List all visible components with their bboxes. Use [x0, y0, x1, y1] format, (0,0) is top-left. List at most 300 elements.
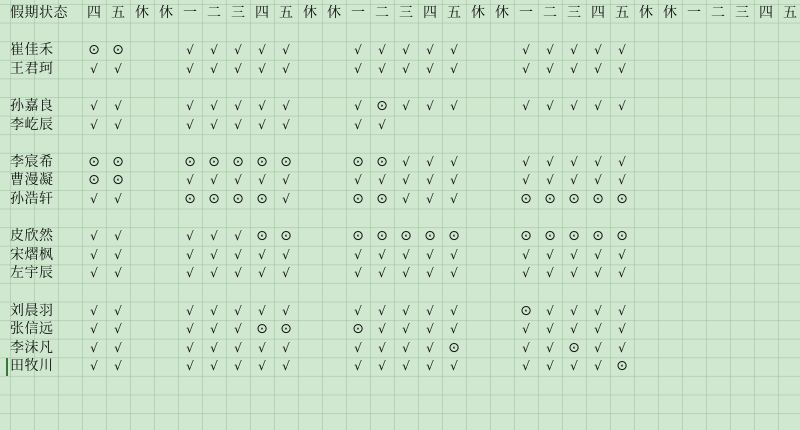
empty-cell[interactable]: [730, 190, 754, 209]
empty-cell[interactable]: [154, 339, 178, 358]
leave-circle-cell[interactable]: ⊙: [280, 321, 292, 338]
check-mark-cell[interactable]: √: [426, 43, 434, 58]
check-mark-cell[interactable]: √: [210, 117, 218, 132]
empty-cell[interactable]: [706, 60, 730, 79]
check-mark-cell[interactable]: √: [618, 99, 626, 113]
check-mark-cell[interactable]: √: [234, 266, 242, 281]
check-mark-cell[interactable]: √: [426, 173, 434, 188]
check-mark-cell[interactable]: √: [402, 359, 410, 374]
empty-cell[interactable]: [466, 171, 490, 190]
check-mark-cell[interactable]: √: [210, 340, 218, 355]
check-mark-cell[interactable]: √: [450, 192, 458, 206]
check-mark-cell[interactable]: √: [450, 99, 458, 113]
leave-circle-cell[interactable]: ⊙: [88, 42, 100, 59]
empty-cell[interactable]: [466, 41, 490, 60]
empty-cell[interactable]: [658, 116, 682, 135]
check-mark-cell[interactable]: √: [618, 340, 626, 355]
empty-cell[interactable]: [778, 153, 800, 172]
empty-cell[interactable]: [322, 60, 346, 79]
check-mark-cell[interactable]: √: [522, 247, 530, 262]
empty-cell[interactable]: [466, 153, 490, 172]
empty-cell[interactable]: [682, 60, 706, 79]
empty-cell[interactable]: [322, 357, 346, 376]
check-mark-cell[interactable]: √: [114, 247, 122, 262]
check-mark-cell[interactable]: √: [522, 322, 530, 337]
check-mark-cell[interactable]: √: [90, 340, 98, 355]
check-mark-cell[interactable]: √: [282, 266, 290, 281]
empty-cell[interactable]: [154, 171, 178, 190]
empty-cell[interactable]: [634, 116, 658, 135]
check-mark-cell[interactable]: √: [378, 303, 386, 318]
empty-cell[interactable]: [778, 190, 800, 209]
check-mark-cell[interactable]: √: [282, 43, 290, 58]
check-mark-cell[interactable]: √: [378, 117, 386, 132]
check-mark-cell[interactable]: √: [594, 43, 602, 58]
empty-cell[interactable]: [298, 41, 322, 60]
leave-circle-cell[interactable]: ⊙: [280, 228, 292, 245]
empty-cell[interactable]: [730, 264, 754, 283]
leave-circle-cell[interactable]: ⊙: [232, 153, 244, 170]
student-name-cell[interactable]: 李沫凡: [10, 339, 54, 356]
leave-circle-cell[interactable]: ⊙: [544, 228, 556, 245]
empty-cell[interactable]: [490, 227, 514, 246]
check-mark-cell[interactable]: √: [354, 340, 362, 355]
leave-circle-cell[interactable]: ⊙: [280, 153, 292, 170]
leave-circle-cell[interactable]: ⊙: [568, 339, 580, 356]
check-mark-cell[interactable]: √: [402, 192, 410, 206]
check-mark-cell[interactable]: √: [594, 154, 602, 169]
header-day-cell[interactable]: 休: [303, 5, 317, 21]
leave-circle-cell[interactable]: ⊙: [568, 191, 580, 207]
check-mark-cell[interactable]: √: [570, 266, 578, 281]
empty-cell[interactable]: [706, 116, 730, 135]
empty-cell[interactable]: [706, 357, 730, 376]
check-mark-cell[interactable]: √: [186, 340, 194, 355]
check-mark-cell[interactable]: √: [234, 247, 242, 262]
check-mark-cell[interactable]: √: [186, 303, 194, 318]
empty-cell[interactable]: [130, 171, 154, 190]
check-mark-cell[interactable]: √: [282, 99, 290, 113]
check-mark-cell[interactable]: √: [402, 99, 410, 113]
header-day-cell[interactable]: 五: [615, 5, 629, 21]
empty-cell[interactable]: [658, 97, 682, 116]
check-mark-cell[interactable]: √: [354, 43, 362, 58]
empty-cell[interactable]: [778, 116, 800, 135]
empty-cell[interactable]: [154, 60, 178, 79]
check-mark-cell[interactable]: √: [402, 247, 410, 262]
empty-cell[interactable]: [298, 97, 322, 116]
empty-cell[interactable]: [706, 41, 730, 60]
check-mark-cell[interactable]: √: [210, 61, 218, 76]
check-mark-cell[interactable]: √: [90, 117, 98, 132]
empty-cell[interactable]: [754, 357, 778, 376]
check-mark-cell[interactable]: √: [402, 173, 410, 188]
check-mark-cell[interactable]: √: [234, 117, 242, 132]
empty-cell[interactable]: [754, 60, 778, 79]
header-title[interactable]: 假期状态: [10, 5, 68, 21]
empty-cell[interactable]: [658, 320, 682, 339]
empty-cell[interactable]: [514, 116, 538, 135]
check-mark-cell[interactable]: √: [594, 303, 602, 318]
check-mark-cell[interactable]: √: [450, 247, 458, 262]
check-mark-cell[interactable]: √: [618, 173, 626, 188]
empty-cell[interactable]: [682, 153, 706, 172]
empty-cell[interactable]: [298, 60, 322, 79]
empty-cell[interactable]: [322, 171, 346, 190]
check-mark-cell[interactable]: √: [594, 359, 602, 374]
check-mark-cell[interactable]: √: [186, 247, 194, 262]
check-mark-cell[interactable]: √: [282, 117, 290, 132]
check-mark-cell[interactable]: √: [282, 303, 290, 318]
empty-cell[interactable]: [442, 116, 466, 135]
empty-cell[interactable]: [130, 357, 154, 376]
check-mark-cell[interactable]: √: [594, 99, 602, 113]
check-mark-cell[interactable]: √: [426, 154, 434, 169]
check-mark-cell[interactable]: √: [282, 192, 290, 206]
header-day-cell[interactable]: 五: [783, 5, 797, 21]
check-mark-cell[interactable]: √: [354, 359, 362, 374]
empty-cell[interactable]: [682, 246, 706, 265]
empty-cell[interactable]: [682, 171, 706, 190]
empty-cell[interactable]: [706, 320, 730, 339]
check-mark-cell[interactable]: √: [618, 247, 626, 262]
check-mark-cell[interactable]: √: [546, 154, 554, 169]
check-mark-cell[interactable]: √: [234, 322, 242, 337]
check-mark-cell[interactable]: √: [402, 340, 410, 355]
empty-cell[interactable]: [706, 190, 730, 209]
check-mark-cell[interactable]: √: [426, 247, 434, 262]
check-mark-cell[interactable]: √: [522, 266, 530, 281]
check-mark-cell[interactable]: √: [354, 303, 362, 318]
leave-circle-cell[interactable]: ⊙: [352, 321, 364, 338]
empty-cell[interactable]: [490, 97, 514, 116]
empty-cell[interactable]: [490, 153, 514, 172]
student-name-cell[interactable]: 孙浩轩: [10, 191, 54, 207]
header-day-cell[interactable]: 三: [231, 5, 245, 21]
check-mark-cell[interactable]: √: [594, 322, 602, 337]
empty-cell[interactable]: [466, 246, 490, 265]
header-day-cell[interactable]: 四: [591, 5, 605, 21]
empty-cell[interactable]: [322, 190, 346, 209]
check-mark-cell[interactable]: √: [234, 99, 242, 113]
empty-cell[interactable]: [322, 116, 346, 135]
empty-cell[interactable]: [394, 116, 418, 135]
check-mark-cell[interactable]: √: [570, 61, 578, 76]
empty-cell[interactable]: [298, 116, 322, 135]
empty-cell[interactable]: [130, 320, 154, 339]
check-mark-cell[interactable]: √: [114, 359, 122, 374]
leave-circle-cell[interactable]: ⊙: [256, 191, 268, 207]
check-mark-cell[interactable]: √: [234, 340, 242, 355]
empty-cell[interactable]: [466, 320, 490, 339]
leave-circle-cell[interactable]: ⊙: [184, 191, 196, 207]
student-name-cell[interactable]: 李宸希: [10, 153, 54, 170]
header-day-cell[interactable]: 一: [183, 5, 197, 21]
empty-cell[interactable]: [490, 246, 514, 265]
check-mark-cell[interactable]: √: [210, 359, 218, 374]
check-mark-cell[interactable]: √: [282, 247, 290, 262]
check-mark-cell[interactable]: √: [258, 266, 266, 281]
check-mark-cell[interactable]: √: [402, 322, 410, 337]
leave-circle-cell[interactable]: ⊙: [424, 228, 436, 245]
empty-cell[interactable]: [490, 171, 514, 190]
check-mark-cell[interactable]: √: [234, 61, 242, 76]
check-mark-cell[interactable]: √: [210, 173, 218, 188]
empty-cell[interactable]: [466, 60, 490, 79]
student-name-cell[interactable]: 李屹辰: [10, 116, 54, 133]
empty-cell[interactable]: [634, 339, 658, 358]
check-mark-cell[interactable]: √: [570, 99, 578, 113]
empty-cell[interactable]: [298, 339, 322, 358]
empty-cell[interactable]: [778, 339, 800, 358]
empty-cell[interactable]: [754, 97, 778, 116]
header-day-cell[interactable]: 休: [495, 5, 509, 21]
check-mark-cell[interactable]: √: [258, 303, 266, 318]
check-mark-cell[interactable]: √: [90, 266, 98, 281]
leave-circle-cell[interactable]: ⊙: [232, 191, 244, 207]
student-name-cell[interactable]: 张信远: [10, 321, 54, 338]
header-day-cell[interactable]: 三: [399, 5, 413, 21]
check-mark-cell[interactable]: √: [402, 61, 410, 76]
check-mark-cell[interactable]: √: [90, 322, 98, 337]
empty-cell[interactable]: [706, 246, 730, 265]
header-day-cell[interactable]: 五: [279, 5, 293, 21]
header-day-cell[interactable]: 休: [639, 5, 653, 21]
check-mark-cell[interactable]: √: [618, 43, 626, 58]
check-mark-cell[interactable]: √: [618, 322, 626, 337]
check-mark-cell[interactable]: √: [258, 61, 266, 76]
empty-cell[interactable]: [706, 97, 730, 116]
header-day-cell[interactable]: 一: [351, 5, 365, 21]
header-day-cell[interactable]: 二: [711, 5, 725, 21]
leave-circle-cell[interactable]: ⊙: [592, 191, 604, 207]
check-mark-cell[interactable]: √: [450, 359, 458, 374]
check-mark-cell[interactable]: √: [378, 173, 386, 188]
check-mark-cell[interactable]: √: [90, 229, 98, 244]
empty-cell[interactable]: [154, 264, 178, 283]
empty-cell[interactable]: [778, 357, 800, 376]
empty-cell[interactable]: [298, 246, 322, 265]
check-mark-cell[interactable]: √: [522, 173, 530, 188]
check-mark-cell[interactable]: √: [570, 322, 578, 337]
empty-cell[interactable]: [754, 153, 778, 172]
header-day-cell[interactable]: 三: [567, 5, 581, 21]
empty-cell[interactable]: [634, 227, 658, 246]
empty-cell[interactable]: [298, 264, 322, 283]
check-mark-cell[interactable]: √: [426, 266, 434, 281]
check-mark-cell[interactable]: √: [354, 266, 362, 281]
empty-cell[interactable]: [778, 320, 800, 339]
empty-cell[interactable]: [754, 264, 778, 283]
empty-cell[interactable]: [634, 320, 658, 339]
header-day-cell[interactable]: 休: [327, 5, 341, 21]
empty-cell[interactable]: [658, 302, 682, 321]
check-mark-cell[interactable]: √: [546, 303, 554, 318]
empty-cell[interactable]: [562, 116, 586, 135]
empty-cell[interactable]: [298, 320, 322, 339]
check-mark-cell[interactable]: √: [186, 359, 194, 374]
check-mark-cell[interactable]: √: [426, 192, 434, 206]
leave-circle-cell[interactable]: ⊙: [352, 153, 364, 170]
check-mark-cell[interactable]: √: [426, 359, 434, 374]
empty-cell[interactable]: [322, 320, 346, 339]
empty-cell[interactable]: [706, 339, 730, 358]
empty-cell[interactable]: [490, 264, 514, 283]
empty-cell[interactable]: [634, 190, 658, 209]
check-mark-cell[interactable]: √: [210, 229, 218, 244]
empty-cell[interactable]: [778, 227, 800, 246]
header-day-cell[interactable]: 三: [735, 5, 749, 21]
check-mark-cell[interactable]: √: [618, 303, 626, 318]
empty-cell[interactable]: [466, 97, 490, 116]
check-mark-cell[interactable]: √: [570, 359, 578, 374]
empty-cell[interactable]: [754, 227, 778, 246]
empty-cell[interactable]: [778, 60, 800, 79]
empty-cell[interactable]: [298, 357, 322, 376]
check-mark-cell[interactable]: √: [354, 117, 362, 132]
empty-cell[interactable]: [706, 264, 730, 283]
empty-cell[interactable]: [466, 339, 490, 358]
check-mark-cell[interactable]: √: [258, 340, 266, 355]
check-mark-cell[interactable]: √: [618, 154, 626, 169]
empty-cell[interactable]: [154, 320, 178, 339]
empty-cell[interactable]: [322, 264, 346, 283]
empty-cell[interactable]: [130, 190, 154, 209]
empty-cell[interactable]: [682, 264, 706, 283]
leave-circle-cell[interactable]: ⊙: [352, 228, 364, 245]
check-mark-cell[interactable]: √: [594, 247, 602, 262]
check-mark-cell[interactable]: √: [258, 99, 266, 113]
leave-circle-cell[interactable]: ⊙: [208, 153, 220, 170]
empty-cell[interactable]: [706, 153, 730, 172]
empty-cell[interactable]: [490, 357, 514, 376]
check-mark-cell[interactable]: √: [402, 154, 410, 169]
empty-cell[interactable]: [730, 60, 754, 79]
leave-circle-cell[interactable]: ⊙: [376, 98, 388, 114]
empty-cell[interactable]: [130, 227, 154, 246]
empty-cell[interactable]: [778, 264, 800, 283]
check-mark-cell[interactable]: √: [402, 266, 410, 281]
check-mark-cell[interactable]: √: [426, 322, 434, 337]
empty-cell[interactable]: [298, 190, 322, 209]
student-name-cell[interactable]: 孙嘉良: [10, 98, 54, 114]
empty-cell[interactable]: [322, 302, 346, 321]
empty-cell[interactable]: [298, 302, 322, 321]
check-mark-cell[interactable]: √: [594, 173, 602, 188]
check-mark-cell[interactable]: √: [114, 340, 122, 355]
check-mark-cell[interactable]: √: [210, 43, 218, 58]
empty-cell[interactable]: [682, 339, 706, 358]
leave-circle-cell[interactable]: ⊙: [616, 228, 628, 245]
empty-cell[interactable]: [682, 227, 706, 246]
check-mark-cell[interactable]: √: [186, 229, 194, 244]
empty-cell[interactable]: [730, 41, 754, 60]
check-mark-cell[interactable]: √: [618, 266, 626, 281]
empty-cell[interactable]: [298, 153, 322, 172]
empty-cell[interactable]: [490, 190, 514, 209]
empty-cell[interactable]: [298, 171, 322, 190]
empty-cell[interactable]: [778, 97, 800, 116]
empty-cell[interactable]: [322, 41, 346, 60]
check-mark-cell[interactable]: √: [378, 61, 386, 76]
check-mark-cell[interactable]: √: [546, 322, 554, 337]
empty-cell[interactable]: [778, 246, 800, 265]
empty-cell[interactable]: [418, 116, 442, 135]
empty-cell[interactable]: [130, 302, 154, 321]
check-mark-cell[interactable]: √: [522, 154, 530, 169]
empty-cell[interactable]: [322, 227, 346, 246]
empty-cell[interactable]: [130, 60, 154, 79]
check-mark-cell[interactable]: √: [546, 43, 554, 58]
check-mark-cell[interactable]: √: [210, 266, 218, 281]
empty-cell[interactable]: [730, 171, 754, 190]
header-day-cell[interactable]: 休: [159, 5, 173, 21]
empty-cell[interactable]: [634, 264, 658, 283]
empty-cell[interactable]: [130, 97, 154, 116]
empty-cell[interactable]: [634, 41, 658, 60]
check-mark-cell[interactable]: √: [186, 61, 194, 76]
check-mark-cell[interactable]: √: [594, 61, 602, 76]
check-mark-cell[interactable]: √: [546, 173, 554, 188]
empty-cell[interactable]: [130, 153, 154, 172]
check-mark-cell[interactable]: √: [282, 61, 290, 76]
check-mark-cell[interactable]: √: [114, 61, 122, 76]
header-day-cell[interactable]: 休: [663, 5, 677, 21]
check-mark-cell[interactable]: √: [450, 173, 458, 188]
empty-cell[interactable]: [754, 171, 778, 190]
check-mark-cell[interactable]: √: [546, 359, 554, 374]
check-mark-cell[interactable]: √: [546, 99, 554, 113]
empty-cell[interactable]: [658, 41, 682, 60]
empty-cell[interactable]: [658, 153, 682, 172]
check-mark-cell[interactable]: √: [186, 322, 194, 337]
empty-cell[interactable]: [538, 116, 562, 135]
check-mark-cell[interactable]: √: [258, 247, 266, 262]
empty-cell[interactable]: [130, 116, 154, 135]
empty-cell[interactable]: [610, 116, 634, 135]
check-mark-cell[interactable]: √: [570, 303, 578, 318]
check-mark-cell[interactable]: √: [234, 229, 242, 244]
check-mark-cell[interactable]: √: [210, 322, 218, 337]
leave-circle-cell[interactable]: ⊙: [112, 42, 124, 59]
check-mark-cell[interactable]: √: [186, 43, 194, 58]
empty-cell[interactable]: [754, 320, 778, 339]
header-day-cell[interactable]: 一: [519, 5, 533, 21]
check-mark-cell[interactable]: √: [570, 43, 578, 58]
empty-cell[interactable]: [490, 320, 514, 339]
header-day-cell[interactable]: 休: [135, 5, 149, 21]
empty-cell[interactable]: [466, 302, 490, 321]
check-mark-cell[interactable]: √: [234, 173, 242, 188]
empty-cell[interactable]: [730, 339, 754, 358]
header-day-cell[interactable]: 二: [543, 5, 557, 21]
check-mark-cell[interactable]: √: [378, 359, 386, 374]
empty-cell[interactable]: [658, 60, 682, 79]
check-mark-cell[interactable]: √: [570, 154, 578, 169]
empty-cell[interactable]: [682, 190, 706, 209]
empty-cell[interactable]: [730, 320, 754, 339]
empty-cell[interactable]: [730, 153, 754, 172]
check-mark-cell[interactable]: √: [618, 61, 626, 76]
check-mark-cell[interactable]: √: [114, 229, 122, 244]
empty-cell[interactable]: [466, 190, 490, 209]
check-mark-cell[interactable]: √: [402, 43, 410, 58]
check-mark-cell[interactable]: √: [354, 99, 362, 113]
check-mark-cell[interactable]: √: [426, 61, 434, 76]
empty-cell[interactable]: [730, 97, 754, 116]
check-mark-cell[interactable]: √: [522, 61, 530, 76]
empty-cell[interactable]: [490, 60, 514, 79]
